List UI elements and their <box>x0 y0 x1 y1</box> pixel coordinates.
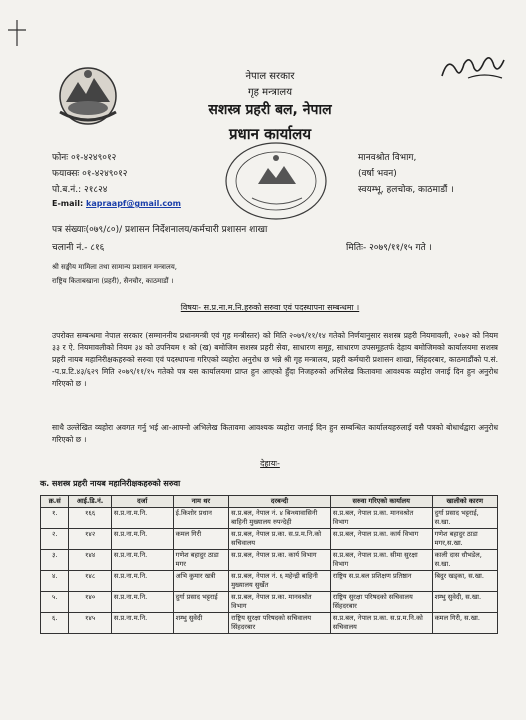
cell-vacancy: गणेश बहादुर ठाडा मगर,स.खा. <box>432 529 497 550</box>
cell-name: ई.किशोर प्रधान <box>173 508 228 529</box>
col-vacancy: खालीको कारण <box>432 496 497 508</box>
cell-name: गणेश बहादुर ठाडा मगर <box>173 550 228 571</box>
col-id: आई.डि.नं. <box>69 496 111 508</box>
dispatch-number: चलानी नं.- ८१६ <box>52 243 105 253</box>
cell-rank: स.प्र.ना.म.नि. <box>111 571 173 592</box>
table-row <box>41 592 498 613</box>
recipient-line-1: श्री सङ्घीय मामिला तथा सामान्य प्रशासन मन्त्रालय, <box>52 263 177 271</box>
cell-name: अभि कुमार खत्री <box>173 571 228 592</box>
cell-position: स.प्र.बल, नेपाल प्र.का. मानवश्रोत विभाग <box>229 592 331 613</box>
subject-line: विषयः- स.प्र.ना.म.नि.हरुको सरुवा एवं पदस्थापना सम्बन्धमा । <box>180 303 360 312</box>
cell-office: राष्ट्रिय स.प्र.बल प्रशिक्षण प्रतिष्ठान <box>330 571 432 592</box>
nepal-emblem-icon <box>52 62 124 130</box>
table-row <box>41 508 498 529</box>
cell-rank: स.प्र.ना.म.नि. <box>111 613 173 634</box>
header-government: नेपाल सरकार <box>245 71 295 82</box>
contact-fax: फयाक्सः ०१-४२४९०१२ <box>52 169 128 179</box>
cell-office: स.प्र.बल, नेपाल प्र.का. मानवश्रोत विभाग <box>330 508 432 529</box>
table-row <box>41 571 498 592</box>
contact-email-row <box>52 199 181 208</box>
dehay-heading: देहायः- <box>260 459 280 468</box>
cell-id: १४५ <box>69 613 111 634</box>
cell-id: १४० <box>69 592 111 613</box>
transfer-table <box>40 495 498 634</box>
signature-icon <box>438 50 508 84</box>
email-label: E-mail: <box>52 199 86 208</box>
header-organization: सशस्त्र प्रहरी बल, नेपाल <box>208 102 332 118</box>
address-location: स्वयम्भू, हलचोक, काठमाडौं । <box>358 185 454 195</box>
cell-sn: ३. <box>41 550 69 571</box>
pen-mark-icon <box>6 18 28 48</box>
office-seal-icon <box>222 140 330 222</box>
cell-vacancy: दुर्गा प्रसाद भट्टराई, स.खा. <box>432 508 497 529</box>
cell-vacancy: बिदुर खड्का, स.खा. <box>432 571 497 592</box>
table-row <box>41 529 498 550</box>
header-ministry: गृह मन्त्रालय <box>247 87 293 98</box>
email-link[interactable]: kapraapf@gmail.com <box>86 199 181 208</box>
letter-number: पत्र संख्याः(०७९/८०)/ प्रशासन निर्देशनालय/कर्मचारी प्रशासन शाखा <box>52 225 268 235</box>
cell-rank: स.प्र.ना.म.नि. <box>111 550 173 571</box>
cell-office: स.प्र.बल, नेपाल प्र.का. स.प्र.म.नि.को सचिवालय <box>330 613 432 634</box>
table-row <box>41 550 498 571</box>
paragraph-request: साथै उल्लेखित व्यहोरा अवगत गर्नु भई आ-आफ्नो अभिलेख कितावमा आवश्यक व्यहोरा जनाई दिन हुन सम्बन्धित कार्यालयहरुलाई यसै पत्रको बोधार्थद्वारा अनुरोध गरिएको छ । <box>52 423 498 444</box>
address-building: (वर्षा भवन) <box>358 169 397 179</box>
cell-vacancy: कमल गिरी, स.खा. <box>432 613 497 634</box>
header-office: प्रधान कार्यालय <box>228 125 312 143</box>
cell-office: राष्ट्रिय सुरक्षा परिषदको सचिवालय सिंहदरबार <box>330 592 432 613</box>
cell-vacancy: काली दास धौभडेल, स.खा. <box>432 550 497 571</box>
cell-position: स.प्र.बल, नेपाल प्र.का. स.प्र.म.नि.को सचिवालय <box>229 529 331 550</box>
cell-sn: ४. <box>41 571 69 592</box>
cell-office: स.प्र.बल, नेपाल प्र.का. कार्य विभाग <box>330 529 432 550</box>
col-position: दरबन्दी <box>229 496 331 508</box>
cell-office: स.प्र.बल, नेपाल प्र.का. सीमा सुरक्षा विभाग <box>330 550 432 571</box>
cell-vacancy: शम्भु सुवेदी, स.खा. <box>432 592 497 613</box>
cell-rank: स.प्र.ना.म.नि. <box>111 592 173 613</box>
table-header-row <box>41 496 498 508</box>
cell-rank: स.प्र.ना.म.नि. <box>111 529 173 550</box>
cell-name: कमल गिरी <box>173 529 228 550</box>
recipient-line-2: राष्ट्रिय किताबखाना (प्रहरी), सैनचौर, काठमाडौं । <box>52 277 174 285</box>
contact-phone: फोनः ०१-४२४९०१२ <box>52 153 117 163</box>
cell-position: स.प्र.बल, नेपाल नं. ४ बिन्ध्यावासिनी बाहिनी मुख्यालय रुपन्देही <box>229 508 331 529</box>
col-sn: क्र.सं <box>41 496 69 508</box>
cell-position: स.प्र.बल, नेपाल नं. ६ महेन्द्री बाहिनी मुख्यालय सुर्खेत <box>229 571 331 592</box>
table-title: क. सशस्त्र प्रहरी नायब महानिरीक्षकहरुको सरुवा <box>40 479 181 488</box>
cell-sn: ६. <box>41 613 69 634</box>
cell-sn: १. <box>41 508 69 529</box>
cell-name: दुर्गा प्रसाद भट्टराई <box>173 592 228 613</box>
paragraph-main: उपरोक्त सम्बन्धमा नेपाल सरकार (सम्माननीय प्रधानमन्त्री एवं गृह मन्त्रीस्तर) को मिति २०७९/११/१४ गतेको निर्णयानुसार सशस्त्र प्रहरी नियमावली, २०७२ को नियम ३३ र ऐ. नियमावलीको नियम ३४ को उपनियम १ को (ख) बमोजिम सशस्त्र प्रहरी सेवा, साधारण समूह, साधारण उपसमूहतर्फ देहाय बमोजिमको कार्यालयमा सशस्त्र प्रहरी नायब महानिरीक्षकहरुको सरुवा एवं पदस्थापना गरिएको व्यहोरा अनुरोध छ भन्ने श्री गृह मन्त्रालय, प्रहरी कर्मचारी प्रशासन शाखा, सिंहदरबार, काठमाडौंको प.सं. -प.प्र.टि.४३/६२९ मिति २०७९/११/१५ गतेको पत्र यस कार्यालयमा प्राप्त हुन आएको हुँदा निजहरुको अभिलेख कितावमा आवश्यक व्यहोरा जनाई दिन हुन अनुरोध गरिएको छ । <box>52 331 498 388</box>
col-name: नाम थर <box>173 496 228 508</box>
cell-sn: २. <box>41 529 69 550</box>
cell-position: राष्ट्रिय सुरक्षा परिषदको सचिवालय सिंहदरबार <box>229 613 331 634</box>
address-department: मानवश्रोत विभाग, <box>358 153 417 163</box>
cell-id: १६६ <box>69 508 111 529</box>
col-rank: दर्जा <box>111 496 173 508</box>
cell-id: १४८ <box>69 571 111 592</box>
table-row <box>41 613 498 634</box>
cell-rank: स.प्र.ना.म.नि. <box>111 508 173 529</box>
cell-sn: ५. <box>41 592 69 613</box>
cell-id: १४२ <box>69 529 111 550</box>
letter-date: मितिः- २०७९/११/१५ गते । <box>346 243 432 253</box>
cell-name: शम्भु सुवेदी <box>173 613 228 634</box>
cell-id: १४४ <box>69 550 111 571</box>
contact-pobox: पो.ब.नं.: २१८२४ <box>52 185 108 195</box>
cell-position: स.प्र.बल, नेपाल प्र.का. कार्य विभाग <box>229 550 331 571</box>
col-office: सरुवा गरिएको कार्यालय <box>330 496 432 508</box>
